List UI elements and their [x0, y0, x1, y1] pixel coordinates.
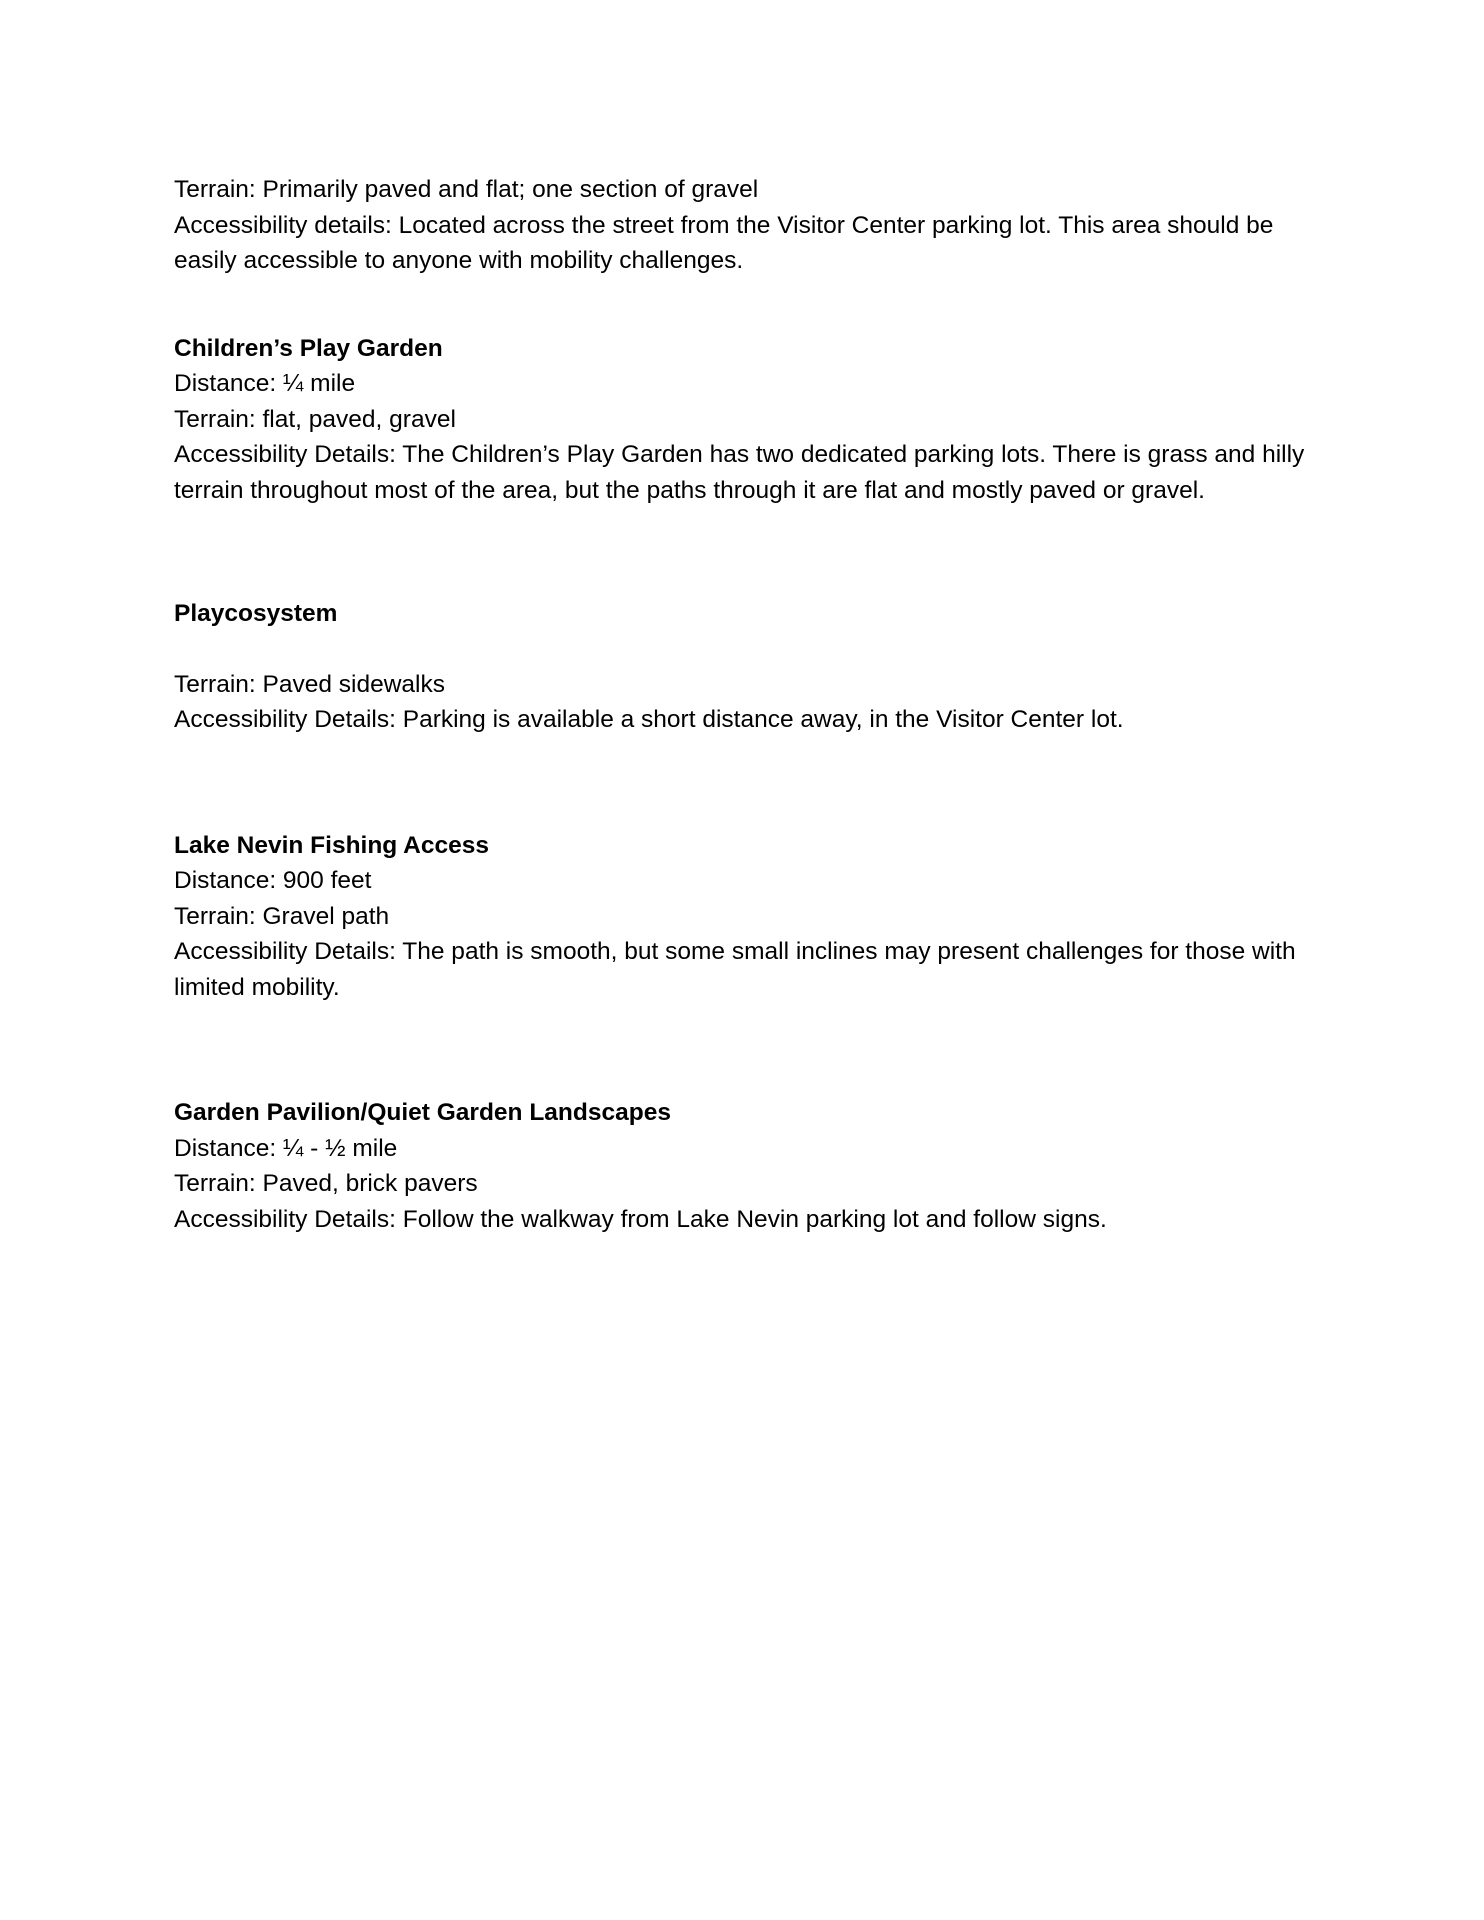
- section-accessibility: Accessibility Details: The Children’s Play Garden has two dedicated parking lots. There is grass and hilly terrain throughout most of the area, but the paths through it are flat and mostly paved or gravel.: [174, 441, 1305, 504]
- intro-terrain: Terrain: Primarily paved and flat; one section of gravel: [174, 176, 759, 203]
- section-childrens-play-garden: [174, 331, 1324, 509]
- section-accessibility: Accessibility Details: The path is smooth, but some small inclines may present challenges for those with limited mobility.: [174, 938, 1296, 1001]
- section-terrain: Terrain: Paved, brick pavers: [174, 1170, 478, 1197]
- section-distance: Distance: ¼ mile: [174, 370, 356, 397]
- document-page: [174, 172, 1324, 1237]
- spacer: [174, 279, 1324, 331]
- spacer: [174, 1005, 1324, 1095]
- intro-accessibility: Accessibility details: Located across the street from the Visitor Center parking lot. This area should be easily accessible to anyone with mobility challenges.: [174, 211, 1274, 274]
- intro-section: [174, 172, 1324, 279]
- section-accessibility: Accessibility Details: Parking is available a short distance away, in the Visitor Center lot.: [174, 706, 1124, 733]
- spacer: [174, 508, 1324, 596]
- section-distance: Distance: 900 feet: [174, 867, 372, 894]
- section-accessibility: Accessibility Details: Follow the walkway from Lake Nevin parking lot and follow signs.: [174, 1205, 1107, 1233]
- section-distance: Distance: ¼ - ½ mile: [174, 1134, 398, 1162]
- section-terrain: Terrain: Gravel path: [174, 902, 390, 930]
- section-terrain: Terrain: flat, paved, gravel: [174, 405, 456, 433]
- section-terrain: Terrain: Paved sidewalks: [174, 670, 445, 698]
- section-title: Garden Pavilion/Quiet Garden Landscapes: [174, 1099, 671, 1126]
- section-title: Playcosystem: [174, 600, 338, 627]
- section-playcosystem: [174, 596, 1324, 738]
- section-garden-pavilion: [174, 1095, 1324, 1237]
- section-lake-nevin-fishing-access: [174, 828, 1324, 1006]
- spacer: [174, 632, 1324, 667]
- spacer: [174, 738, 1324, 828]
- section-title: Lake Nevin Fishing Access: [174, 831, 489, 859]
- section-title: Children’s Play Garden: [174, 334, 443, 362]
